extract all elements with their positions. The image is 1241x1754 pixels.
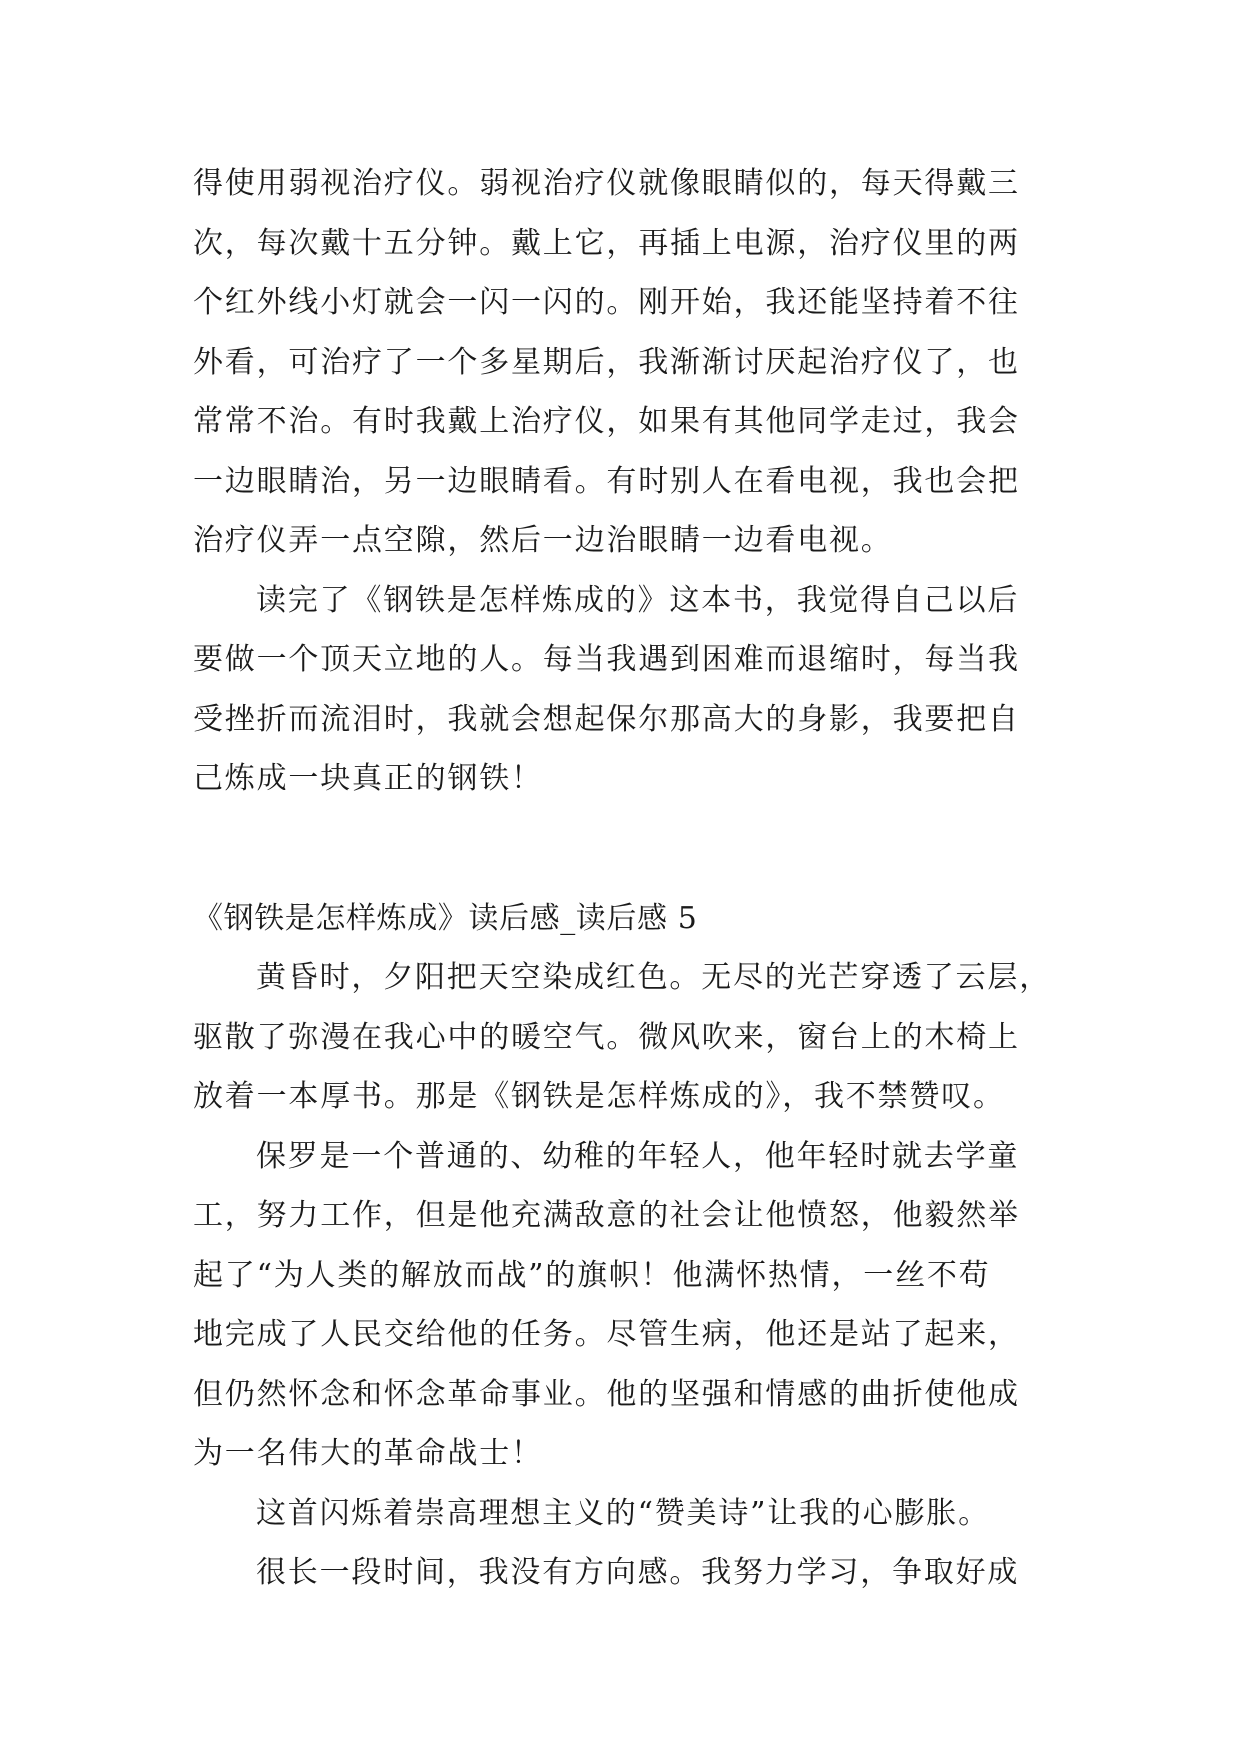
paragraph-dusk <box>193 948 1049 1127</box>
text-line: 这首闪烁着崇高理想主义的“赞美诗”让我的心膨胀。 <box>256 1495 990 1531</box>
text-line: 己炼成一块真正的钢铁！ <box>193 761 543 796</box>
text-line: 一边眼睛治，另一边眼睛看。有时别人在看电视，我也会把 <box>193 463 1020 499</box>
text-line: 放着一本厚书。那是《钢铁是怎样炼成的》，我不禁赞叹。 <box>193 1079 1005 1114</box>
text-line: 为一名伟大的革命战士！ <box>193 1436 543 1471</box>
text-line: 个红外线小灯就会一闪一闪的。刚开始，我还能坚持着不往 <box>193 285 1020 320</box>
document-body <box>193 154 1049 1603</box>
text-line: 很长一段时间，我没有方向感。我努力学习，争取好成 <box>256 1555 1020 1590</box>
section-gap <box>193 809 1049 889</box>
text-line: 地完成了人民交给他的任务。尽管生病，他还是站了起来， <box>193 1317 1020 1352</box>
text-line: 工，努力工作，但是他充满敌意的社会让他愤怒，他毅然举 <box>193 1198 1020 1233</box>
paragraph-hymn <box>193 1484 1049 1544</box>
paragraph-direction <box>193 1543 1049 1603</box>
text-line: 保罗是一个普通的、幼稚的年轻人，他年轻时就去学童 <box>256 1138 1020 1174</box>
text-line: 治疗仪弄一点空隙，然后一边治眼睛一边看电视。 <box>193 523 893 558</box>
paragraph-eye-treatment <box>193 154 1049 571</box>
text-line: 常常不治。有时我戴上治疗仪，如果有其他同学走过，我会 <box>193 404 1020 439</box>
paragraph-conclusion <box>193 571 1049 809</box>
text-line: 驱散了弥漫在我心中的暖空气。微风吹来，窗台上的木椅上 <box>193 1019 1020 1055</box>
text-line: 外看，可治疗了一个多星期后，我渐渐讨厌起治疗仪了，也 <box>193 344 1020 380</box>
text-line: 读完了《钢铁是怎样炼成的》这本书，我觉得自己以后 <box>256 582 1020 618</box>
section-title: 《钢铁是怎样炼成》读后感_读后感 5 <box>193 900 698 936</box>
text-line: 受挫折而流泪时，我就会想起保尔那高大的身影，我要把自 <box>193 701 1020 737</box>
text-line: 起了“为人类的解放而战”的旗帜！他满怀热情，一丝不苟 <box>193 1257 991 1293</box>
paragraph-paul <box>193 1127 1049 1484</box>
text-line: 得使用弱视治疗仪。弱视治疗仪就像眼睛似的，每天得戴三 <box>193 166 1020 201</box>
text-line: 黄昏时，夕阳把天空染成红色。无尽的光芒穿透了云层， <box>256 960 1051 995</box>
text-line: 但仍然怀念和怀念革命事业。他的坚强和情感的曲折使他成 <box>193 1376 1020 1412</box>
text-line: 要做一个顶天立地的人。每当我遇到困难而退缩时，每当我 <box>193 642 1020 677</box>
text-line: 次，每次戴十五分钟。戴上它，再插上电源，治疗仪里的两 <box>193 225 1020 261</box>
